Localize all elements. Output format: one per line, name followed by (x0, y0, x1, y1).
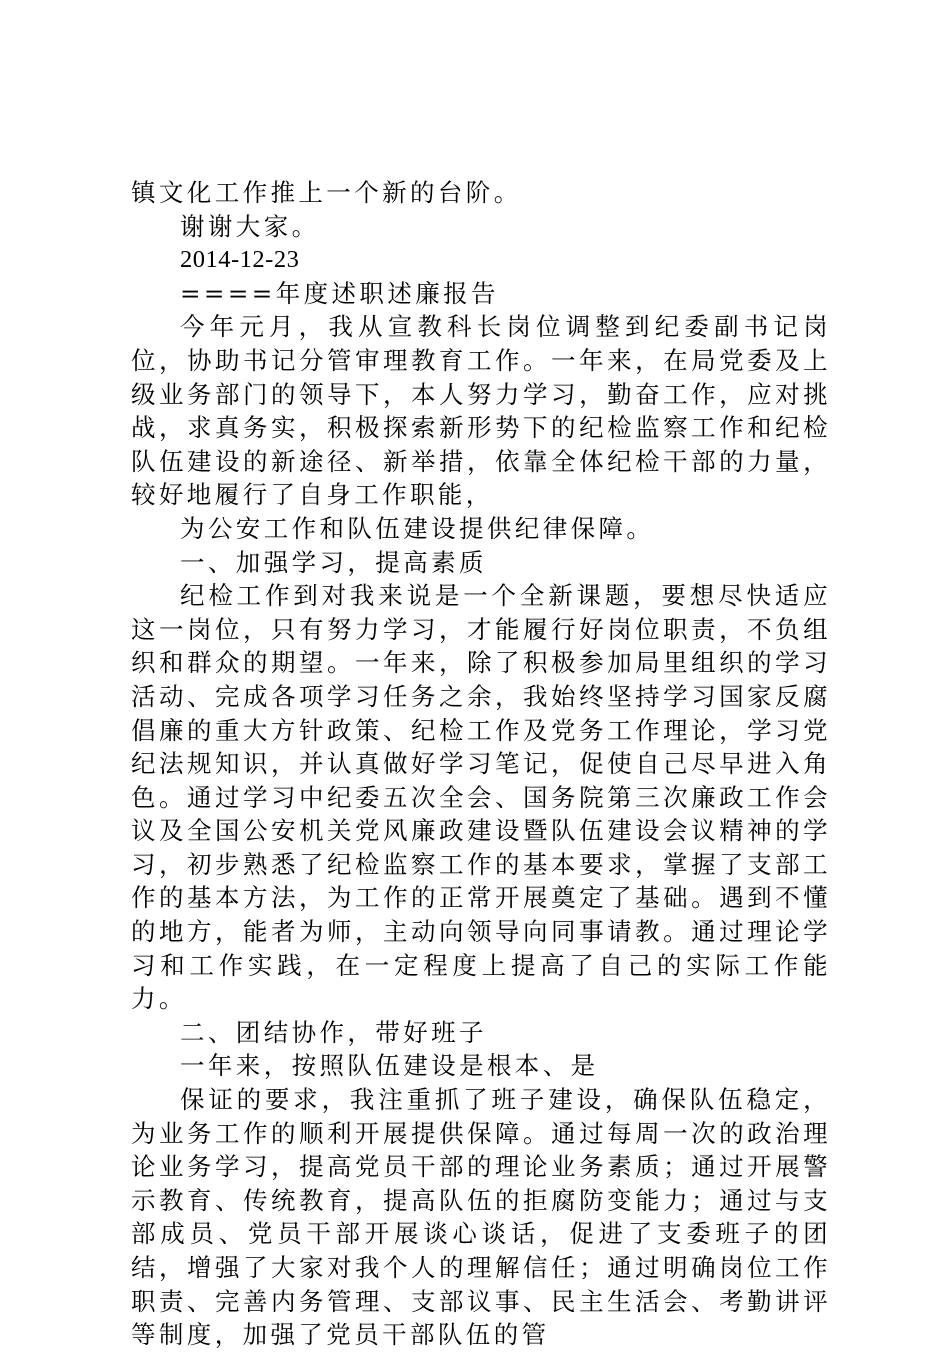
document-body (131, 176, 831, 1352)
section-heading-2: 二、团结协作，带好班子 (180, 1017, 487, 1047)
paragraph-intro-continued: 为公安工作和队伍建设提供纪律保障。 (180, 513, 655, 543)
paragraph-section-2: 保证的要求，我注重抓了班子建设，确保队伍稳定，为业务工作的顺利开展提供保障。通过每周一次的政治理论业务学习，提高党员干部的理论业务素质；通过开展警示教育、传统教育，提高队伍的拒腐防变能力；通过与支部成员、党员干部开展谈心谈话，促进了支委班子的团结，增强了大家对我个人的理解信任；通过明确岗位工作职责、完善内务管理、支部议事、民主生活会、考勤讲评等制度，加强了党员干部队伍的管 (131, 1085, 831, 1350)
paragraph-thanks: 谢谢大家。 (180, 211, 320, 241)
paragraph-closing-line: 镇文化工作推上一个新的台阶。 (131, 178, 522, 207)
report-title: ====年度述职述廉报告 (180, 278, 499, 308)
paragraph-intro: 今年元月，我从宣教科长岗位调整到纪委副书记岗位，协助书记分管审理教育工作。一年来，在局党委及上级业务部门的领导下，本人努力学习，勤奋工作，应对挑战，求真务实，积极探索新形势下的纪检监察工作和纪检队伍建设的新途径、新举措，依靠全体纪检干部的力量，较好地履行了自身工作职能， (131, 312, 831, 510)
paragraph-section-1: 纪检工作到对我来说是一个全新课题，要想尽快适应这一岗位，只有努力学习，才能履行好岗位职责，不负组织和群众的期望。一年来，除了积极参加局里组织的学习活动、完成各项学习任务之余，我始终坚持学习国家反腐倡廉的重大方针政策、纪检工作及党务工作理论，学习党纪法规知识，并认真做好学习笔记，促使自己尽早进入角色。通过学习中纪委五次全会、国务院第三次廉政工作会议及全国公安机关党风廉政建设暨队伍建设会议精神的学习，初步熟悉了纪检监察工作的基本要求，掌握了支部工作的基本方法，为工作的正常开展奠定了基础。遇到不懂的地方，能者为师，主动向领导向同事请教。通过理论学习和工作实践，在一定程度上提高了自己的实际工作能力。 (131, 581, 831, 1014)
paragraph-date: 2014-12-23 (180, 246, 300, 274)
paragraph-section-2-lead: 一年来，按照队伍建设是根本、是 (180, 1051, 599, 1081)
section-heading-1: 一、加强学习，提高素质 (180, 547, 487, 577)
